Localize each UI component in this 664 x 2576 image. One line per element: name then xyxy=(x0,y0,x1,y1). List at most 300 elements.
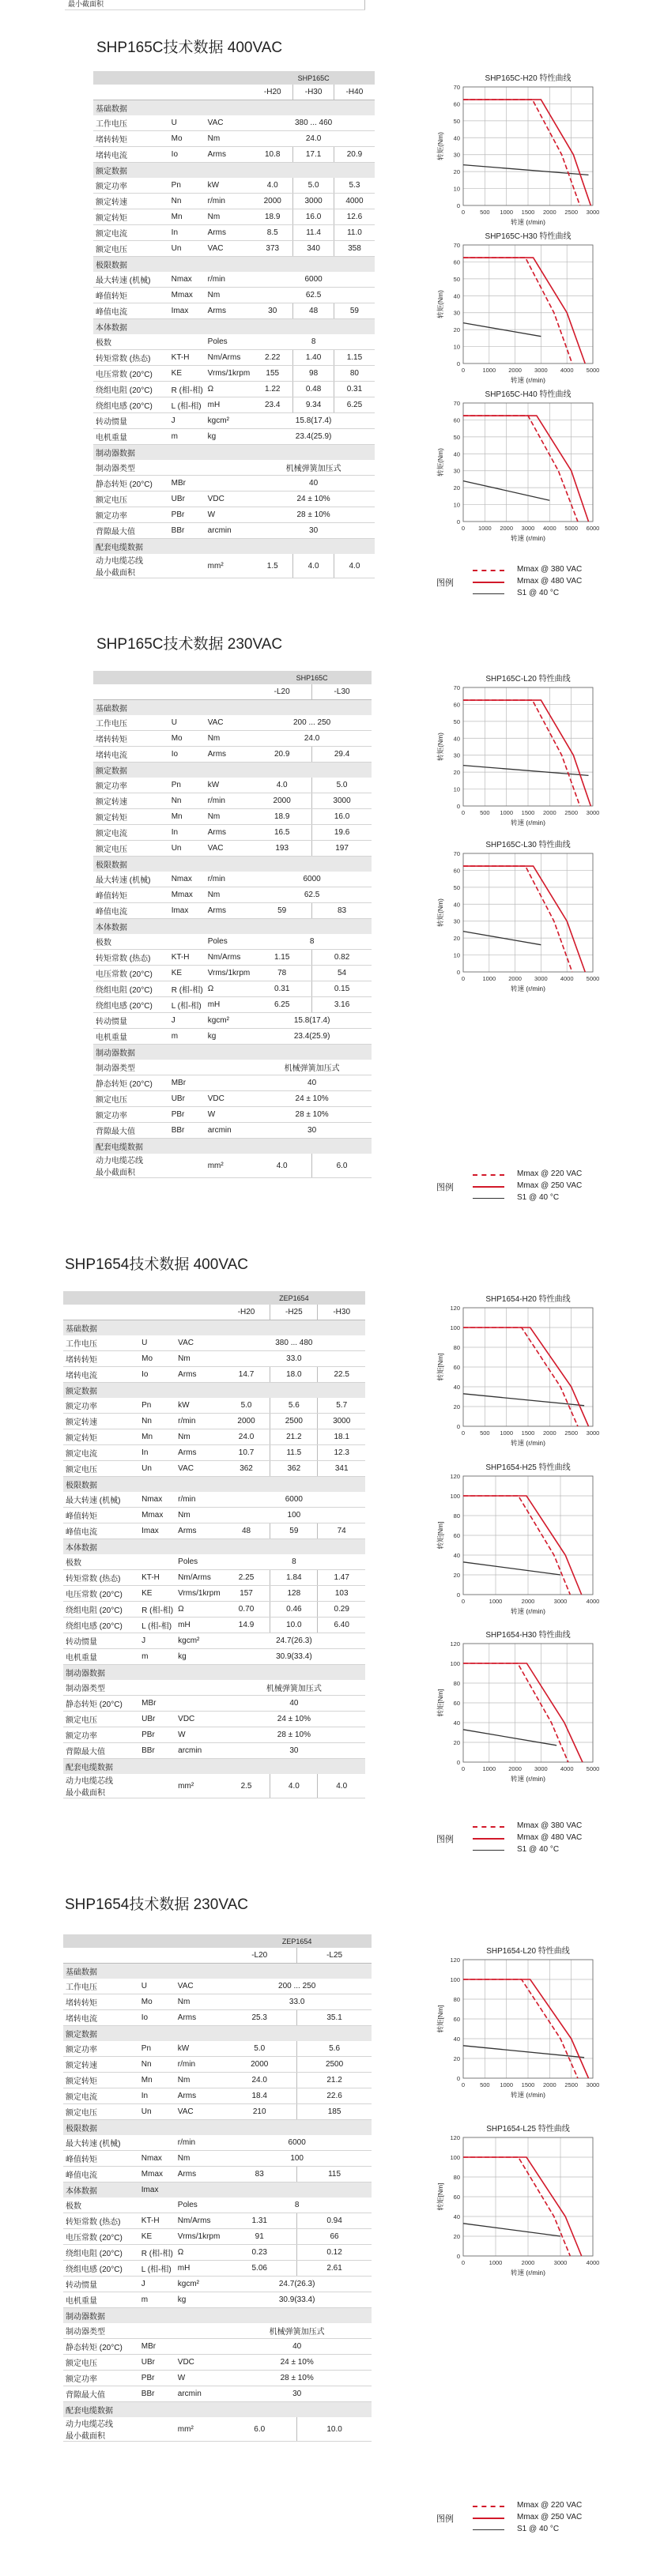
param-symbol: Io xyxy=(169,747,206,763)
variant-header-row xyxy=(93,85,375,100)
param-value: 14.9 xyxy=(223,1618,270,1633)
param-value: 25.3 xyxy=(222,2010,296,2026)
legend-label: S1 @ 40 °C xyxy=(517,2525,560,2533)
table-row xyxy=(93,209,375,225)
y-tick-label: 0 xyxy=(456,360,460,367)
param-symbol: PBr xyxy=(169,507,206,523)
table-row xyxy=(93,397,375,413)
x-tick-label: 0 xyxy=(461,525,466,532)
table-row xyxy=(63,2386,372,2402)
param-value: 59 xyxy=(270,1523,318,1539)
x-tick-label: 0 xyxy=(461,2259,466,2266)
param-symbol xyxy=(139,2323,175,2339)
model-row xyxy=(63,1934,372,1948)
group-row xyxy=(93,539,375,555)
param-symbol: L (相-相) xyxy=(169,397,206,413)
param-name xyxy=(93,1154,169,1178)
param-symbol: Pn xyxy=(139,2041,175,2057)
y-tick-label: 50 xyxy=(453,717,460,725)
table-row xyxy=(63,2229,372,2245)
param-value: 4.0 xyxy=(252,1154,311,1178)
x-tick-label: 2000 xyxy=(521,2259,535,2266)
param-symbol: PBr xyxy=(139,1727,175,1743)
param-name xyxy=(63,2371,139,2386)
param-symbol: UBr xyxy=(139,2355,175,2371)
x-tick-label: 1000 xyxy=(482,1765,496,1772)
x-tick-label: 500 xyxy=(480,809,490,816)
y-tick-label: 10 xyxy=(453,951,460,959)
param-value: 24.7(26.3) xyxy=(222,2277,372,2292)
group-label: 制动器数据 xyxy=(93,1045,169,1060)
x-tick-label: 1000 xyxy=(489,2259,503,2266)
param-name xyxy=(93,334,169,350)
param-name xyxy=(93,872,169,887)
characteristic-chart xyxy=(433,229,617,391)
group-label: 基础数据 xyxy=(93,700,169,716)
y-tick-label: 80 xyxy=(453,2174,460,2181)
param-symbol: Nn xyxy=(169,194,206,209)
x-axis-label: 转速 (r/min) xyxy=(511,1775,545,1783)
param-unit: kgcm² xyxy=(175,2277,223,2292)
group-symbol xyxy=(139,1759,175,1775)
param-name xyxy=(63,1414,139,1429)
param-symbol: L (相-相) xyxy=(139,1618,175,1633)
param-name xyxy=(63,1649,139,1665)
param-symbol: Pn xyxy=(169,778,206,793)
group-symbol xyxy=(169,763,206,778)
param-value: 83 xyxy=(312,903,372,919)
param-unit: Arms xyxy=(175,1445,223,1461)
param-label: 绕组电感 (20°C) xyxy=(66,2265,123,2274)
param-value: 100 xyxy=(222,2151,372,2167)
param-unit: VAC xyxy=(175,1335,223,1351)
table-row xyxy=(63,2041,372,2057)
param-label: 额定电压 xyxy=(66,2109,97,2118)
y-tick-label: 50 xyxy=(453,433,460,441)
table-row xyxy=(93,429,375,445)
x-axis-label: 转速 (r/min) xyxy=(511,1607,545,1615)
x-tick-label: 3000 xyxy=(586,1429,600,1437)
x-tick-label: 1000 xyxy=(482,367,496,374)
param-label: 工作电压 xyxy=(66,1983,97,1992)
param-value: 83 xyxy=(222,2167,296,2182)
table-row xyxy=(93,194,375,209)
param-unit: kg xyxy=(206,429,253,445)
table-row xyxy=(93,366,375,382)
table-row xyxy=(63,2277,372,2292)
model-name: SHP165C xyxy=(252,71,375,85)
x-tick-label: 6000 xyxy=(586,525,600,532)
table-row xyxy=(93,272,375,288)
group-label: 基础数据 xyxy=(63,1320,139,1336)
param-name xyxy=(93,209,169,225)
param-unit: VAC xyxy=(206,241,253,257)
y-tick-label: 60 xyxy=(453,2194,460,2201)
param-label: 转动惯量 xyxy=(66,1638,97,1647)
table-row xyxy=(93,131,375,147)
variant-header-row xyxy=(63,1948,372,1964)
group-symbol xyxy=(139,1320,175,1336)
y-tick-label: 70 xyxy=(453,84,460,91)
series-mmax-low xyxy=(463,258,572,363)
y-tick-label: 0 xyxy=(456,803,460,810)
param-value: 6000 xyxy=(223,1492,365,1508)
series-mmax-low xyxy=(463,1979,578,2078)
param-name xyxy=(63,1492,139,1508)
param-label: 极数 xyxy=(66,1559,81,1568)
y-axis-label: 转矩(Nm) xyxy=(436,132,444,160)
table-row xyxy=(63,2010,372,2026)
y-tick-label: 20 xyxy=(453,2055,460,2062)
param-symbol: Io xyxy=(169,147,206,163)
chart-legend xyxy=(436,1169,618,1207)
param-label: 转矩常数 (热态) xyxy=(66,2218,121,2227)
param-name xyxy=(93,460,169,476)
param-unit xyxy=(175,2323,223,2339)
x-tick-label: 0 xyxy=(461,209,466,216)
param-symbol: J xyxy=(139,2277,175,2292)
param-value: 22.6 xyxy=(297,2088,372,2104)
param-symbol: U xyxy=(139,1979,175,1994)
param-unit: W xyxy=(206,507,253,523)
param-value: 机械弹簧加压式 xyxy=(223,1680,365,1696)
param-label: 额定电流 xyxy=(66,2093,97,2102)
y-tick-label: 20 xyxy=(453,935,460,943)
param-unit: mH xyxy=(206,397,253,413)
param-value: 0.94 xyxy=(297,2213,372,2229)
param-name xyxy=(63,2339,139,2355)
param-name xyxy=(63,1461,139,1477)
param-value: 2.61 xyxy=(297,2261,372,2277)
param-value: 6.40 xyxy=(318,1618,365,1633)
param-value: 16.0 xyxy=(293,209,334,225)
param-name xyxy=(93,350,169,366)
param-symbol: Mn xyxy=(139,2073,175,2088)
spec-table xyxy=(63,1934,372,2442)
param-label: 额定功率 xyxy=(96,782,127,791)
table-row xyxy=(63,1586,365,1602)
table-row xyxy=(63,1570,365,1586)
param-unit: arcmin xyxy=(175,2386,223,2402)
param-label: 电机重量 xyxy=(96,434,127,443)
legend-label: S1 @ 40 °C xyxy=(517,1193,560,1202)
param-unit: Nm xyxy=(175,1508,223,1523)
param-name xyxy=(63,1994,139,2010)
legend-label: Mmax @ 220 VAC xyxy=(517,1169,583,1178)
characteristic-chart xyxy=(433,1628,617,1790)
param-label: 堵转转矩 xyxy=(96,136,127,145)
x-tick-label: 2000 xyxy=(500,525,514,532)
y-axis-label: 转矩(Nm) xyxy=(436,733,444,761)
x-tick-label: 500 xyxy=(480,1429,490,1437)
y-tick-label: 40 xyxy=(453,450,460,458)
param-label: 堵转转矩 xyxy=(66,1356,97,1365)
table-row xyxy=(63,2355,372,2371)
param-value: 6000 xyxy=(252,872,372,887)
param-value: 12.6 xyxy=(334,209,375,225)
param-label: 电压常数 (20°C) xyxy=(96,970,153,979)
chart-title: SHP1654-H20 特性曲线 xyxy=(485,1295,571,1304)
param-label: 堵转转矩 xyxy=(96,736,127,744)
param-value: 机械弹簧加压式 xyxy=(222,2323,372,2339)
param-unit xyxy=(206,1060,253,1075)
y-tick-label: 0 xyxy=(456,1759,460,1766)
param-value: 9.34 xyxy=(293,397,334,413)
param-symbol: Mo xyxy=(139,1994,175,2010)
y-tick-label: 60 xyxy=(453,867,460,875)
group-label: 极限数据 xyxy=(93,257,169,273)
table-row xyxy=(93,288,375,303)
param-name xyxy=(63,1979,139,1994)
param-name xyxy=(63,2386,139,2402)
group-symbol xyxy=(139,1964,175,1979)
y-tick-label: 0 xyxy=(456,1423,460,1430)
param-unit: Arms xyxy=(206,747,253,763)
param-name xyxy=(63,2323,139,2339)
variant-header: -H20 xyxy=(252,85,293,100)
y-tick-label: 60 xyxy=(453,416,460,424)
group-row xyxy=(93,919,372,935)
param-label: 额定转速 xyxy=(96,798,127,807)
x-tick-label: 0 xyxy=(461,2081,466,2088)
group-symbol xyxy=(139,1539,175,1555)
y-axis-label: 转矩(Nm) xyxy=(436,290,444,318)
x-tick-label: 1500 xyxy=(521,2081,535,2088)
group-label: 配套电缆数据 xyxy=(93,539,169,555)
param-value: 17.1 xyxy=(293,147,334,163)
param-symbol xyxy=(139,1554,175,1570)
param-unit: W xyxy=(206,1107,253,1123)
param-value: 11.0 xyxy=(334,225,375,241)
param-name xyxy=(93,241,169,257)
param-symbol xyxy=(169,460,206,476)
group-label: 制动器数据 xyxy=(63,1665,139,1681)
param-symbol: KT-H xyxy=(139,1570,175,1586)
param-value: 8 xyxy=(222,2198,372,2213)
model-name: SHP165C xyxy=(252,671,372,684)
series-mmax-low xyxy=(463,2157,570,2256)
param-symbol: Un xyxy=(139,1461,175,1477)
table-row xyxy=(93,778,372,793)
param-symbol: J xyxy=(139,1633,175,1649)
legend-label: S1 @ 40 °C xyxy=(517,1845,560,1854)
y-tick-label: 40 xyxy=(453,735,460,743)
param-symbol: Un xyxy=(169,841,206,857)
table-row xyxy=(63,1633,365,1649)
legend-swatch xyxy=(473,2529,504,2530)
param-label-line2: 最小截面积 xyxy=(96,1169,135,1177)
table-row xyxy=(63,1727,365,1743)
x-tick-label: 3000 xyxy=(521,525,535,532)
legend-label: Mmax @ 480 VAC xyxy=(517,577,583,586)
y-tick-label: 50 xyxy=(453,117,460,125)
group-symbol xyxy=(169,257,206,273)
param-value: 5.3 xyxy=(334,178,375,194)
param-name xyxy=(63,1570,139,1586)
param-name xyxy=(63,1712,139,1727)
x-tick-label: 4000 xyxy=(560,975,574,982)
y-axis-label: 转矩(Nm) xyxy=(436,448,444,476)
series-mmax-low xyxy=(463,700,580,806)
param-value: 59 xyxy=(252,903,311,919)
param-label: 额定电压 xyxy=(96,246,127,254)
param-value: 机械弹簧加压式 xyxy=(252,460,375,476)
y-tick-label: 60 xyxy=(453,2016,460,2023)
section-title: SHP1654技术数据 230VAC xyxy=(65,1896,248,1913)
param-symbol: Un xyxy=(169,241,206,257)
param-unit: kgcm² xyxy=(206,413,253,429)
param-unit: kgcm² xyxy=(206,1013,253,1029)
legend-swatch xyxy=(473,2506,504,2507)
param-label: 转矩常数 (热态) xyxy=(66,1575,121,1584)
param-unit: arcmin xyxy=(206,523,253,539)
y-tick-label: 80 xyxy=(453,1344,460,1351)
chart-title: SHP1654-L25 特性曲线 xyxy=(486,2125,570,2133)
group-row xyxy=(63,1964,372,1979)
group-symbol xyxy=(169,163,206,179)
legend-item xyxy=(473,1193,615,1204)
table-row xyxy=(63,1979,372,1994)
chart-title: SHP165C-L30 特性曲线 xyxy=(485,841,571,849)
param-value: 2000 xyxy=(252,194,293,209)
x-tick-label: 2500 xyxy=(564,209,579,216)
table-row xyxy=(93,413,375,429)
param-value: 5.0 xyxy=(293,178,334,194)
table-row xyxy=(63,1335,365,1351)
param-symbol: Pn xyxy=(139,1398,175,1414)
param-value: 48 xyxy=(293,303,334,319)
param-name xyxy=(93,934,169,950)
param-label: 静态转矩 (20°C) xyxy=(66,1700,123,1709)
characteristic-chart xyxy=(433,838,617,1000)
param-unit: Nm/Arms xyxy=(206,350,253,366)
table-row xyxy=(63,1554,365,1570)
y-tick-label: 30 xyxy=(453,751,460,759)
x-tick-label: 2000 xyxy=(542,2081,556,2088)
y-tick-label: 30 xyxy=(453,309,460,317)
table-row xyxy=(93,476,375,491)
param-symbol: In xyxy=(169,225,206,241)
table-row xyxy=(63,1351,365,1367)
param-value: 380 ... 480 xyxy=(223,1335,365,1351)
x-axis-label: 转速 (r/min) xyxy=(511,819,545,827)
y-tick-label: 20 xyxy=(453,484,460,492)
param-value: 6000 xyxy=(222,2135,372,2151)
y-tick-label: 40 xyxy=(453,2036,460,2043)
y-tick-label: 80 xyxy=(453,1996,460,2003)
param-label: 极数 xyxy=(66,2202,81,2211)
param-label: 额定功率 xyxy=(96,1112,127,1120)
x-tick-label: 0 xyxy=(461,975,466,982)
y-axis-label: 转矩[Nm] xyxy=(436,1353,444,1381)
param-name xyxy=(93,382,169,397)
param-name xyxy=(93,429,169,445)
series-s1 xyxy=(463,2224,560,2236)
param-symbol xyxy=(169,934,206,950)
chart-legend xyxy=(436,2501,618,2539)
param-value: 16.0 xyxy=(312,809,372,825)
param-unit: Nm/Arms xyxy=(175,2213,223,2229)
param-value: 115 xyxy=(297,2167,372,2182)
table-row xyxy=(63,1774,365,1798)
param-label: 制动器类型 xyxy=(66,1685,105,1693)
param-unit: kg xyxy=(175,2292,223,2308)
param-symbol xyxy=(169,554,206,578)
param-name xyxy=(63,2010,139,2026)
group-row xyxy=(93,257,375,273)
param-unit: kW xyxy=(175,1398,223,1414)
param-value: 59 xyxy=(334,303,375,319)
param-label: 峰值电流 xyxy=(96,308,127,317)
y-tick-label: 40 xyxy=(453,1719,460,1727)
param-value: 0.12 xyxy=(297,2245,372,2261)
table-row xyxy=(63,1367,365,1383)
x-tick-label: 4000 xyxy=(560,367,574,374)
param-symbol: PBr xyxy=(139,2371,175,2386)
param-value: 21.2 xyxy=(297,2073,372,2088)
param-unit: Nm xyxy=(175,1429,223,1445)
param-unit: Arms xyxy=(175,2088,223,2104)
y-tick-label: 120 xyxy=(450,1305,460,1312)
param-value: 3000 xyxy=(318,1414,365,1429)
table-row xyxy=(93,715,372,731)
param-name xyxy=(93,1107,169,1123)
param-value: 103 xyxy=(318,1586,365,1602)
param-label: 额定电压 xyxy=(96,845,127,854)
param-label: 绕组电感 (20°C) xyxy=(66,1622,123,1631)
param-unit: mm² xyxy=(206,554,253,578)
x-tick-label: 2000 xyxy=(542,209,556,216)
spec-table xyxy=(63,1291,365,1798)
param-label: 堵转电流 xyxy=(96,152,127,160)
param-unit: Ω xyxy=(206,981,253,997)
param-value: 24 ± 10% xyxy=(223,1712,365,1727)
param-symbol: Mo xyxy=(139,1351,175,1367)
table-row xyxy=(93,523,375,539)
table-row xyxy=(63,2135,372,2151)
group-row xyxy=(93,700,372,716)
model-row xyxy=(63,1291,365,1305)
param-value: 40 xyxy=(252,476,375,491)
chart-title: SHP165C-H30 特性曲线 xyxy=(485,232,572,241)
param-name xyxy=(93,981,169,997)
param-value: 0.46 xyxy=(270,1602,318,1618)
param-value: 8 xyxy=(252,334,375,350)
y-tick-label: 120 xyxy=(450,1473,460,1480)
param-label: 背隙最大值 xyxy=(96,528,135,537)
param-value: 4.0 xyxy=(334,554,375,578)
param-unit: r/min xyxy=(175,1414,223,1429)
param-value: 4.0 xyxy=(252,778,311,793)
param-value: 4000 xyxy=(334,194,375,209)
param-symbol: L (相-相) xyxy=(169,997,206,1013)
param-unit: r/min xyxy=(206,194,253,209)
param-unit: r/min xyxy=(206,272,253,288)
param-symbol: Mmax xyxy=(139,1508,175,1523)
param-name xyxy=(93,1029,169,1045)
table-row xyxy=(93,334,375,350)
param-value: 11.5 xyxy=(270,1445,318,1461)
y-axis-label: 转矩(Nm) xyxy=(436,898,444,927)
param-label: 额定转矩 xyxy=(66,1434,97,1443)
param-value: 5.06 xyxy=(222,2261,296,2277)
y-tick-label: 120 xyxy=(450,2134,460,2141)
param-unit: VAC xyxy=(206,115,253,131)
param-unit: Poles xyxy=(175,2198,223,2213)
param-symbol: KT-H xyxy=(169,350,206,366)
param-value: 28 ± 10% xyxy=(222,2371,372,2386)
param-value: 1.15 xyxy=(252,950,311,966)
